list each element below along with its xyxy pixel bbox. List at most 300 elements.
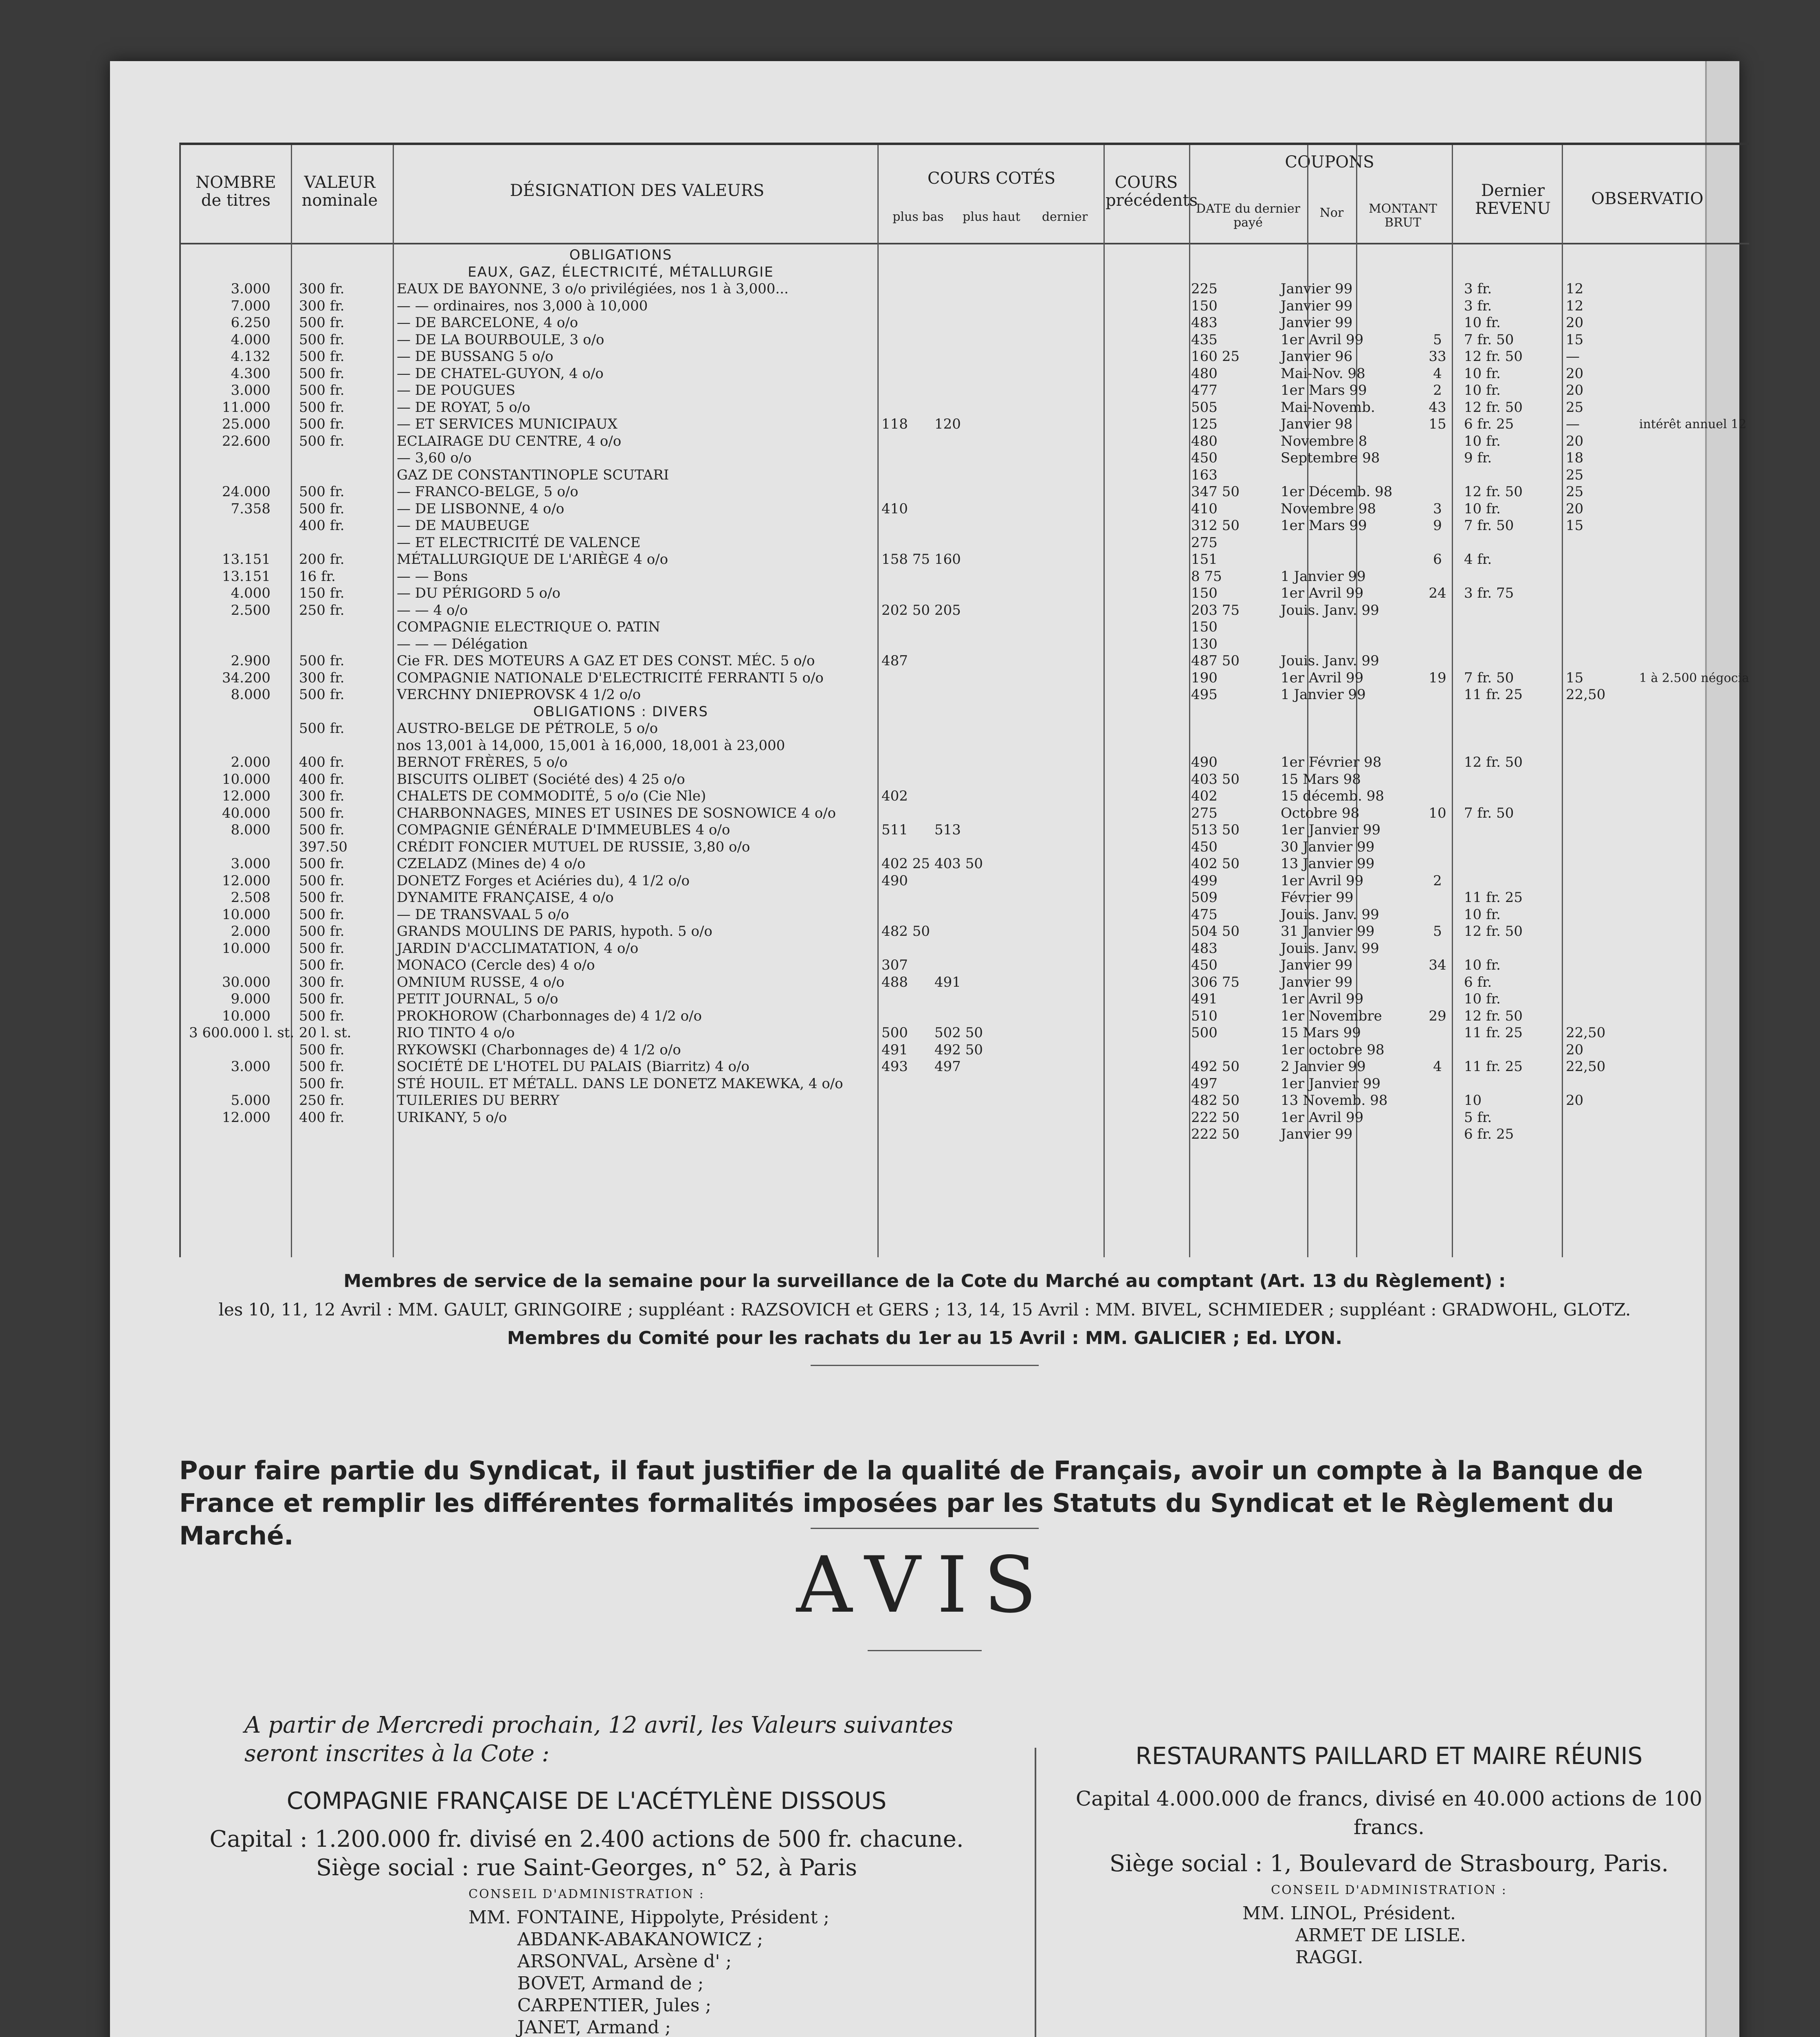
header-numero: Nor xyxy=(1319,206,1344,220)
table-row xyxy=(181,923,1749,940)
cell-amt: 7 fr. 50 xyxy=(1464,669,1514,686)
cell-date: Janvier 99 xyxy=(1281,281,1353,297)
cell-date: Janvier 98 xyxy=(1281,416,1353,432)
cell-rev: 25 xyxy=(1566,484,1584,500)
cell-prev: 151 xyxy=(1191,551,1218,568)
cell-no: 2 xyxy=(1433,872,1442,889)
cell-d: DYNAMITE FRANÇAISE, 4 o/o xyxy=(397,889,614,906)
member: JANET, Armand ; xyxy=(517,2017,671,2037)
cell-date: 1er Novembre xyxy=(1281,1008,1382,1024)
cell-d: — — Bons xyxy=(397,568,468,585)
cell-prev: 190 xyxy=(1191,669,1218,686)
cell-n: 10.000 xyxy=(222,906,270,923)
cell-no: 10 xyxy=(1429,805,1446,821)
cell-amt: 11 fr. 25 xyxy=(1464,889,1523,906)
cell-prev: 504 50 xyxy=(1191,923,1240,939)
cell-amt: 3 fr. xyxy=(1464,297,1492,314)
cell-date: Novembre 98 xyxy=(1281,500,1376,517)
cell-pb: 410 xyxy=(881,500,908,517)
cell-v: 250 fr. xyxy=(299,602,345,618)
cell-amt: 10 fr. xyxy=(1464,906,1501,923)
cell-n: 11.000 xyxy=(222,399,270,416)
cell-d: STÉ HOUIL. ET MÉTALL. DANS LE DONETZ MAKEWKA, 4 o/o xyxy=(397,1075,843,1092)
cell-n: 10.000 xyxy=(222,1008,270,1024)
cell-date: Jouis. Janv. 99 xyxy=(1281,602,1379,618)
cell-date: 1er Décemb. 98 xyxy=(1281,484,1393,500)
cell-n: 10.000 xyxy=(222,940,270,957)
cell-ph: 403 50 xyxy=(934,856,983,872)
cell-prev: 312 50 xyxy=(1191,517,1240,534)
cell-amt: 7 fr. 50 xyxy=(1464,805,1514,821)
company-paillard-siege: Siège social : 1, Boulevard de Strasbourg, Paris. xyxy=(1109,1850,1669,1877)
cell-d: BISCUITS OLIBET (Société des) 4 25 o/o xyxy=(397,771,685,788)
cell-prev: 480 xyxy=(1191,433,1218,449)
cell-pb: 488 xyxy=(881,974,908,990)
header-dernier: dernier xyxy=(1042,210,1088,224)
cell-v: 500 fr. xyxy=(299,906,345,923)
cell-n: 5.000 xyxy=(231,1092,270,1109)
table-row xyxy=(181,839,1749,856)
cell-amt: 10 fr. xyxy=(1464,991,1501,1007)
left-column xyxy=(163,1711,1010,2037)
cell-amt: 11 fr. 25 xyxy=(1464,686,1523,703)
table-row xyxy=(181,1042,1749,1059)
company-paillard-title: RESTAURANTS PAILLARD ET MAIRE RÉUNIS xyxy=(1135,1742,1643,1770)
cell-v: 500 fr. xyxy=(299,686,345,703)
avis-heading: AVIS xyxy=(796,1540,1053,1630)
cell-date: 1er Avril 99 xyxy=(1281,669,1364,686)
cell-rev: 20 xyxy=(1566,500,1584,517)
table-row xyxy=(181,535,1749,552)
cell-date: Jouis. Janv. 99 xyxy=(1281,906,1379,923)
table-row xyxy=(181,1008,1749,1025)
cell-date: 1er Mars 99 xyxy=(1281,517,1367,534)
table-row xyxy=(181,991,1749,1008)
cell-amt: 10 fr. xyxy=(1464,315,1501,331)
cell-n: 8.000 xyxy=(231,822,270,838)
cell-amt: 10 fr. xyxy=(1464,957,1501,973)
cell-prev: 8 75 xyxy=(1191,568,1222,585)
cell-n: 3.000 xyxy=(231,1058,270,1075)
cell-date: 1er Avril 99 xyxy=(1281,1109,1364,1126)
cell-n: 22.600 xyxy=(222,433,270,449)
cell-prev: 225 xyxy=(1191,281,1218,297)
cell-rev: 15 xyxy=(1566,331,1584,348)
cell-date: 1er Avril 99 xyxy=(1281,991,1364,1007)
table-row xyxy=(181,720,1749,737)
company-paillard-conseil: CONSEIL D'ADMINISTRATION : xyxy=(1271,1883,1507,1897)
cell-date: 13 Novemb. 98 xyxy=(1281,1092,1388,1109)
cell-n: 2.500 xyxy=(231,602,270,618)
cell-date: Janvier 99 xyxy=(1281,1126,1353,1142)
cell-d: DONETZ Forges et Aciéries du), 4 1/2 o/o xyxy=(397,872,690,889)
cell-prev: 160 25 xyxy=(1191,348,1240,365)
cell-v: 500 fr. xyxy=(299,382,345,398)
header-cours-cotes: COURS COTÉS xyxy=(927,169,1056,188)
cell-date: 1er Avril 99 xyxy=(1281,331,1364,348)
cell-no: 43 xyxy=(1429,399,1446,416)
cell-amt: 9 fr. xyxy=(1464,450,1492,466)
cell-d: — DE BARCELONE, 4 o/o xyxy=(397,315,578,331)
divider xyxy=(868,1650,982,1651)
cell-v: 200 fr. xyxy=(299,551,345,568)
cell-d: — — ordinaires, nos 3,000 à 10,000 xyxy=(397,297,648,314)
cell-v: 500 fr. xyxy=(299,399,345,416)
cell-n: 3.000 xyxy=(231,856,270,872)
cell-n: 4.300 xyxy=(231,365,270,382)
cell-no: 34 xyxy=(1429,957,1446,973)
cell-date: 1er Avril 99 xyxy=(1281,872,1364,889)
table-row xyxy=(181,636,1749,653)
table-row xyxy=(181,889,1749,906)
cell-v: 500 fr. xyxy=(299,331,345,348)
table-row xyxy=(181,856,1749,873)
cell-date: 1 Janvier 99 xyxy=(1281,686,1366,703)
cell-pb: 307 xyxy=(881,957,908,973)
table-row xyxy=(181,298,1749,315)
cell-amt: 3 fr. xyxy=(1464,281,1492,297)
member: RAGGI. xyxy=(1295,1947,1363,1968)
cell-n: 12.000 xyxy=(222,1109,270,1126)
table-row xyxy=(181,940,1749,957)
table-row xyxy=(181,501,1749,518)
table-body xyxy=(181,247,1749,1143)
cell-n: 8.000 xyxy=(231,686,270,703)
cell-d: — DE BUSSANG 5 o/o xyxy=(397,348,554,365)
cell-prev: 306 75 xyxy=(1191,974,1240,990)
header-cours-precedents: COURS précédents xyxy=(1106,173,1198,210)
member: ARSONVAL, Arsène d' ; xyxy=(517,1951,732,1972)
cell-prev: 499 xyxy=(1191,872,1218,889)
cell-d: GRANDS MOULINS DE PARIS, hypoth. 5 o/o xyxy=(397,923,712,939)
divider xyxy=(811,1365,1039,1366)
cell-v: 500 fr. xyxy=(299,822,345,838)
table-row xyxy=(181,906,1749,924)
cell-date: Janvier 99 xyxy=(1281,957,1353,973)
cell-date: Septembre 98 xyxy=(1281,450,1380,466)
table-row xyxy=(181,1076,1749,1093)
table-row xyxy=(181,805,1749,822)
cell-n: 4.000 xyxy=(231,331,270,348)
cell-prev: 403 50 xyxy=(1191,771,1240,788)
cell-no: 19 xyxy=(1429,669,1446,686)
cell-rev: — xyxy=(1566,348,1580,365)
cell-n: 3 600.000 l. st. xyxy=(189,1025,295,1041)
cell-rev: 22,50 xyxy=(1566,1025,1606,1041)
table-row xyxy=(181,619,1749,636)
cell-n: 2.000 xyxy=(231,754,270,770)
cell-prev: 477 xyxy=(1191,382,1218,398)
cell-n: 3.000 xyxy=(231,281,270,297)
cell-date: Janvier 99 xyxy=(1281,315,1353,331)
cell-date: 1 Janvier 99 xyxy=(1281,568,1366,585)
cell-no: 4 xyxy=(1433,1058,1442,1075)
cell-n: 13.151 xyxy=(222,568,270,585)
cell-obs: 1 à 2.500 négocia xyxy=(1639,671,1750,685)
cell-amt: 12 fr. 50 xyxy=(1464,754,1523,770)
cell-d: AUSTRO-BELGE DE PÉTROLE, 5 o/o xyxy=(397,720,658,737)
cell-v: 300 fr. xyxy=(299,974,345,990)
cell-amt: 10 fr. xyxy=(1464,382,1501,398)
cell-no: 2 xyxy=(1433,382,1442,398)
cell-pb: 491 xyxy=(881,1041,908,1058)
cell-v: 500 fr. xyxy=(299,872,345,889)
cell-d: COMPAGNIE ELECTRIQUE O. PATIN xyxy=(397,619,660,635)
cell-rev: 15 xyxy=(1566,517,1584,534)
cell-amt: 10 fr. xyxy=(1464,433,1501,449)
table-row xyxy=(181,433,1749,450)
cell-rev: 20 xyxy=(1566,1092,1584,1109)
cell-v: 20 l. st. xyxy=(299,1025,352,1041)
table-row xyxy=(181,822,1749,839)
cell-d: RYKOWSKI (Charbonnages de) 4 1/2 o/o xyxy=(397,1041,681,1058)
cell-d: PETIT JOURNAL, 5 o/o xyxy=(397,991,558,1007)
table-row xyxy=(181,467,1749,484)
section-label: OBLIGATIONS xyxy=(569,247,673,263)
table-row xyxy=(181,1058,1749,1076)
table-row xyxy=(181,686,1749,704)
cell-d: CZELADZ (Mines de) 4 o/o xyxy=(397,856,586,872)
right-column xyxy=(1047,1740,1731,2037)
cell-d: PROKHOROW (Charbonnages de) 4 1/2 o/o xyxy=(397,1008,702,1024)
header-montant-brut: MONTANT BRUT xyxy=(1369,202,1437,230)
cell-v: 500 fr. xyxy=(299,500,345,517)
cell-prev: 450 xyxy=(1191,450,1218,466)
cell-prev: 495 xyxy=(1191,686,1218,703)
table-row xyxy=(181,568,1749,585)
cell-n: 13.151 xyxy=(222,551,270,568)
cell-prev: 163 xyxy=(1191,466,1218,483)
cell-v: 400 fr. xyxy=(299,517,345,534)
cell-date: Janvier 99 xyxy=(1281,297,1353,314)
notes-line-2: les 10, 11, 12 Avril : MM. GAULT, GRINGOIRE ; suppléant : RAZSOVICH et GERS ; 13, 14, 15 Avril : MM. BIVEL, SCHMIEDER ; suppléant : GRADWOHL, GLOTZ. xyxy=(218,1300,1631,1320)
divider xyxy=(811,1528,1039,1529)
cell-rev: 20 xyxy=(1566,315,1584,331)
member: CARPENTIER, Jules ; xyxy=(517,1995,712,2016)
cell-pb: 118 xyxy=(881,416,908,432)
cell-pb: 202 50 xyxy=(881,602,930,618)
cell-amt: 3 fr. 75 xyxy=(1464,585,1514,601)
cell-amt: 10 fr. xyxy=(1464,365,1501,382)
cell-pb: 500 xyxy=(881,1025,908,1041)
cell-d: — DE ROYAT, 5 o/o xyxy=(397,399,530,416)
cell-date: 1er Février 98 xyxy=(1281,754,1382,770)
cell-prev: 125 xyxy=(1191,416,1218,432)
quotation-table xyxy=(179,143,1749,1257)
cell-d: CHALETS DE COMMODITÉ, 5 o/o (Cie Nle) xyxy=(397,788,706,804)
cell-prev: 497 xyxy=(1191,1075,1218,1092)
cell-pb: 402 xyxy=(881,788,908,804)
cell-date: Janvier 99 xyxy=(1281,974,1353,990)
table-row xyxy=(181,1025,1749,1042)
cell-v: 500 fr. xyxy=(299,484,345,500)
cell-no: 33 xyxy=(1429,348,1446,365)
cell-date: 1er Janvier 99 xyxy=(1281,822,1381,838)
header-coupons: COUPONS xyxy=(1285,153,1374,172)
cell-prev: 475 xyxy=(1191,906,1218,923)
cell-date: 1er Janvier 99 xyxy=(1281,1075,1381,1092)
cell-amt: 12 fr. 50 xyxy=(1464,1008,1523,1024)
cell-date: 15 décemb. 98 xyxy=(1281,788,1385,804)
cell-d: RIO TINTO 4 o/o xyxy=(397,1025,515,1041)
cell-n: 6.250 xyxy=(231,315,270,331)
table-row xyxy=(181,1109,1749,1126)
cell-prev: 492 50 xyxy=(1191,1058,1240,1075)
cell-d: ECLAIRAGE DU CENTRE, 4 o/o xyxy=(397,433,622,449)
cell-rev: 20 xyxy=(1566,433,1584,449)
member: ARMET DE LISLE. xyxy=(1295,1925,1466,1946)
cell-v: 300 fr. xyxy=(299,788,345,804)
table-row xyxy=(181,602,1749,619)
cell-date: 15 Mars 98 xyxy=(1281,771,1361,788)
cell-rev: 12 xyxy=(1566,297,1584,314)
cell-prev: 483 xyxy=(1191,940,1218,957)
notes-line-1: Membres de service de la semaine pour la surveillance de la Cote du Marché au comptant (Art. 13 du Règlement) : xyxy=(343,1271,1506,1291)
cell-d: COMPAGNIE NATIONALE D'ELECTRICITÉ FERRANTI 5 o/o xyxy=(397,669,824,686)
column-divider xyxy=(1035,1748,1036,2037)
cell-prev: 222 50 xyxy=(1191,1126,1240,1142)
cell-v: 500 fr. xyxy=(299,991,345,1007)
cell-amt: 10 xyxy=(1464,1092,1482,1109)
section-label: EAUX, GAZ, ÉLECTRICITÉ, MÉTALLURGIE xyxy=(468,264,774,280)
cell-ph: 492 50 xyxy=(934,1041,983,1058)
cell-v: 250 fr. xyxy=(299,1092,345,1109)
cell-pb: 490 xyxy=(881,872,908,889)
cell-amt: 10 fr. xyxy=(1464,500,1501,517)
cell-date: Mai-Nov. 98 xyxy=(1281,365,1365,382)
cell-amt: 12 fr. 50 xyxy=(1464,399,1523,416)
cell-prev: 435 xyxy=(1191,331,1218,348)
cell-v: 16 fr. xyxy=(299,568,336,585)
cell-ph: 497 xyxy=(934,1058,961,1075)
table-row xyxy=(181,1092,1749,1109)
cell-ph: 513 xyxy=(934,822,961,838)
cell-v: 500 fr. xyxy=(299,365,345,382)
table-row xyxy=(181,653,1749,670)
cell-d: — DE TRANSVAAL 5 o/o xyxy=(397,906,569,923)
document-page xyxy=(110,61,1750,2037)
cell-amt: 12 fr. 50 xyxy=(1464,348,1523,365)
cell-v: 500 fr. xyxy=(299,315,345,331)
cell-prev: 150 xyxy=(1191,619,1218,635)
cell-v: 500 fr. xyxy=(299,1041,345,1058)
cell-v: 500 fr. xyxy=(299,940,345,957)
cell-pb: 487 xyxy=(881,653,908,669)
notes-line-3: Membres du Comité pour les rachats du 1er au 15 Avril : MM. GALICIER ; Ed. LYON. xyxy=(507,1328,1343,1348)
cell-prev: 487 50 xyxy=(1191,653,1240,669)
cell-date: 31 Janvier 99 xyxy=(1281,923,1375,939)
cell-d: EAUX DE BAYONNE, 3 o/o privilégiées, nos 1 à 3,000... xyxy=(397,281,789,297)
cell-prev: 500 xyxy=(1191,1025,1218,1041)
cell-rev: 25 xyxy=(1566,466,1584,483)
cell-d: — FRANCO-BELGE, 5 o/o xyxy=(397,484,578,500)
cell-amt: 6 fr. 25 xyxy=(1464,1126,1514,1142)
cell-prev: 275 xyxy=(1191,805,1218,821)
cell-ph: 502 50 xyxy=(934,1025,983,1041)
cell-d: — — — Délégation xyxy=(397,636,528,652)
table-row xyxy=(181,450,1749,467)
cell-date: 1er Mars 99 xyxy=(1281,382,1367,398)
cell-no: 4 xyxy=(1433,365,1442,382)
cell-n: 10.000 xyxy=(222,771,270,788)
cell-d: — ET SERVICES MUNICIPAUX xyxy=(397,416,618,432)
cell-v: 500 fr. xyxy=(299,923,345,939)
cell-v: 500 fr. xyxy=(299,348,345,365)
cell-no: 3 xyxy=(1433,500,1442,517)
cell-n: 7.358 xyxy=(231,500,270,517)
cell-prev: 130 xyxy=(1191,636,1218,652)
section-heading xyxy=(181,704,1749,721)
cell-rev: 20 xyxy=(1566,365,1584,382)
table-row xyxy=(181,771,1749,788)
cell-amt: 4 fr. xyxy=(1464,551,1492,568)
cell-ph: 205 xyxy=(934,602,961,618)
cell-d: TUILERIES DU BERRY xyxy=(397,1092,560,1109)
cell-amt: 6 fr. 25 xyxy=(1464,416,1514,432)
cell-v: 500 fr. xyxy=(299,433,345,449)
cell-d: SOCIÉTÉ DE L'HOTEL DU PALAIS (Biarritz) 4 o/o xyxy=(397,1058,750,1075)
cell-v: 500 fr. xyxy=(299,856,345,872)
cell-prev: 490 xyxy=(1191,754,1218,770)
cell-v: 500 fr. xyxy=(299,957,345,973)
table-row xyxy=(181,974,1749,991)
table-row xyxy=(181,754,1749,771)
cell-d: JARDIN D'ACCLIMATATION, 4 o/o xyxy=(397,940,639,957)
company-acetylene-members xyxy=(163,1907,1010,2037)
cell-prev: 222 50 xyxy=(1191,1109,1240,1126)
cell-rev: 22,50 xyxy=(1566,686,1606,703)
cell-date: Mai-Novemb. xyxy=(1281,399,1375,416)
cell-d: — — 4 o/o xyxy=(397,602,468,618)
cell-d: MONACO (Cercle des) 4 o/o xyxy=(397,957,595,973)
cell-rev: 25 xyxy=(1566,399,1584,416)
table-row xyxy=(181,365,1749,383)
cell-v: 300 fr. xyxy=(299,669,345,686)
cell-pb: 158 75 xyxy=(881,551,930,568)
service-members xyxy=(110,1267,1739,1353)
cell-n: 40.000 xyxy=(222,805,270,821)
cell-no: 5 xyxy=(1433,331,1442,348)
cell-d: OMNIUM RUSSE, 4 o/o xyxy=(397,974,565,990)
cell-rev: 22,50 xyxy=(1566,1058,1606,1075)
member: MM. FONTAINE, Hippolyte, Président ; xyxy=(468,1907,830,1928)
cell-d: MÉTALLURGIQUE DE L'ARIÈGE 4 o/o xyxy=(397,551,668,568)
cell-d: VERCHNY DNIEPROVSK 4 1/2 o/o xyxy=(397,686,641,703)
table-row xyxy=(181,737,1749,755)
table-row xyxy=(181,957,1749,974)
cell-rev: 20 xyxy=(1566,382,1584,398)
cell-date: 1er octobre 98 xyxy=(1281,1041,1385,1058)
table-row xyxy=(181,585,1749,602)
company-paillard-members xyxy=(1047,1903,1731,1969)
cell-date: Jouis. Janv. 99 xyxy=(1281,653,1379,669)
table-row xyxy=(181,399,1749,416)
cell-no: 15 xyxy=(1429,416,1446,432)
cell-v: 500 fr. xyxy=(299,1008,345,1024)
avis-intro: A partir de Mercredi prochain, 12 avril, les Valeurs suivantes seront inscrites à la Cote : xyxy=(244,1712,953,1767)
company-acetylene-title: COMPAGNIE FRANÇAISE DE L'ACÉTYLÈNE DISSOUS xyxy=(286,1787,887,1815)
cell-v: 400 fr. xyxy=(299,754,345,770)
table-row xyxy=(181,348,1749,365)
cell-prev: 150 xyxy=(1191,585,1218,601)
cell-prev: 150 xyxy=(1191,297,1218,314)
cell-v: 400 fr. xyxy=(299,771,345,788)
cell-d: BERNOT FRÈRES, 5 o/o xyxy=(397,754,568,770)
cell-date: 15 Mars 99 xyxy=(1281,1025,1361,1041)
cell-ph: 160 xyxy=(934,551,961,568)
table-row xyxy=(181,382,1749,399)
company-acetylene-capital: Capital : 1.200.000 fr. divisé en 2.400 actions de 500 fr. chacune. xyxy=(209,1826,964,1852)
